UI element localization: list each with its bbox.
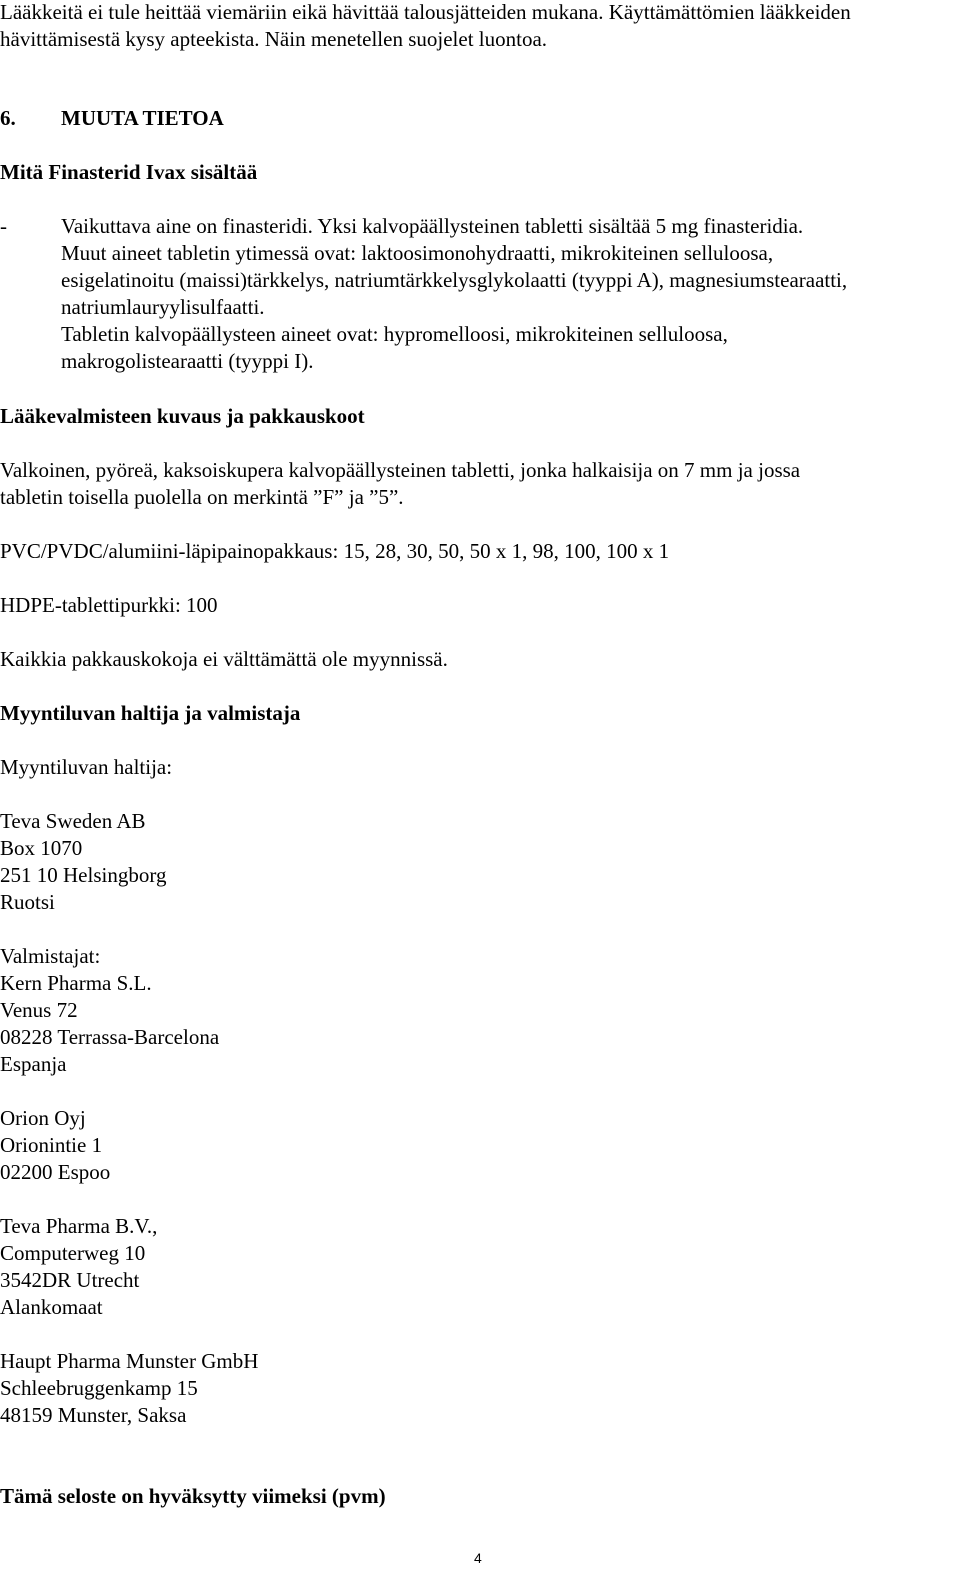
manufacturer-line: Haupt Pharma Munster GmbH <box>0 1349 259 1373</box>
intro-line: Lääkkeitä ei tule heittää viemäriin eikä hävittää talousjätteiden mukana. Käyttämättömien lääkkeiden <box>0 0 851 24</box>
description-line: Valkoinen, pyöreä, kaksoiskupera kalvopäällysteinen tabletti, jonka halkaisija on 7 mm ja jossa <box>0 458 801 482</box>
holder-address-line: 251 10 Helsingborg <box>0 863 167 887</box>
contents-heading: Mitä Finasterid Ivax sisältää <box>0 160 258 184</box>
manufacturer-line: Alankomaat <box>0 1295 103 1319</box>
manufacturer-line: Orion Oyj <box>0 1106 86 1130</box>
intro-line: hävittämisestä kysy apteekista. Näin menetellen suojelet luontoa. <box>0 27 548 51</box>
manufacturers-label: Valmistajat: <box>0 944 101 968</box>
description-heading: Lääkevalmisteen kuvaus ja pakkauskoot <box>0 404 365 428</box>
pack-note: Kaikkia pakkauskokoja ei välttämättä ole myynnissä. <box>0 647 448 671</box>
contents-line: Tabletin kalvopäällysteen aineet ovat: hypromelloosi, mikrokiteinen selluloosa, <box>61 322 728 346</box>
manufacturer-line: 02200 Espoo <box>0 1160 111 1184</box>
contents-line: Muut aineet tabletin ytimessä ovat: laktoosimonohydraatti, mikrokiteinen selluloosa, <box>61 241 774 265</box>
page-number: 4 <box>474 1550 482 1566</box>
list-bullet: - <box>0 214 7 238</box>
manufacturer-line: Espanja <box>0 1052 67 1076</box>
blister-pack-sizes: PVC/PVDC/alumiini-läpipainopakkaus: 15, 28, 30, 50, 50 x 1, 98, 100, 100 x 1 <box>0 539 670 563</box>
hdpe-pack-size: HDPE-tablettipurkki: 100 <box>0 593 218 617</box>
manufacturer-line: 48159 Munster, Saksa <box>0 1403 187 1427</box>
holder-heading: Myyntiluvan haltija ja valmistaja <box>0 701 301 725</box>
section-title: MUUTA TIETOA <box>61 106 224 130</box>
manufacturer-line: Teva Pharma B.V., <box>0 1214 158 1238</box>
manufacturer-line: Kern Pharma S.L. <box>0 971 152 995</box>
contents-line: Vaikuttava aine on finasteridi. Yksi kalvopäällysteinen tabletti sisältää 5 mg finasteridia. <box>61 214 804 238</box>
manufacturer-line: 3542DR Utrecht <box>0 1268 140 1292</box>
manufacturer-line: Orionintie 1 <box>0 1133 103 1157</box>
manufacturer-line: Schleebruggenkamp 15 <box>0 1376 198 1400</box>
contents-line: makrogolistearaatti (tyyppi I). <box>61 349 314 373</box>
section-number: 6. <box>0 106 16 130</box>
holder-address-line: Teva Sweden AB <box>0 809 146 833</box>
manufacturer-line: Venus 72 <box>0 998 78 1022</box>
holder-address-line: Ruotsi <box>0 890 55 914</box>
holder-label: Myyntiluvan haltija: <box>0 755 173 779</box>
approval-date-heading: Tämä seloste on hyväksytty viimeksi (pvm) <box>0 1484 386 1508</box>
manufacturer-line: 08228 Terrassa-Barcelona <box>0 1025 220 1049</box>
contents-line: esigelatinoitu (maissi)tärkkelys, natriumtärkkelysglykolaatti (tyyppi A), magnesiumstearaatti, <box>61 268 848 292</box>
manufacturer-line: Computerweg 10 <box>0 1241 146 1265</box>
description-line: tabletin toisella puolella on merkintä ”F” ja ”5”. <box>0 485 404 509</box>
contents-line: natriumlauryylisulfaatti. <box>61 295 265 319</box>
holder-address-line: Box 1070 <box>0 836 83 860</box>
